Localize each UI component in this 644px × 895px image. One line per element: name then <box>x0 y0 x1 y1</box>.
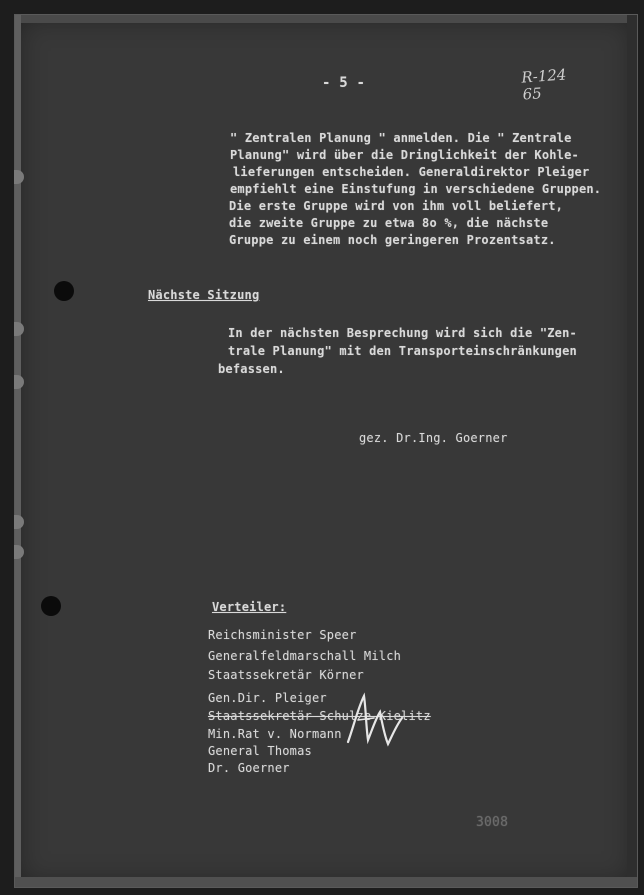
page-edge-top <box>15 15 637 23</box>
paragraph-line: Die erste Gruppe wird von ihm voll beliefert, <box>229 199 564 213</box>
recipient: General Thomas <box>208 744 312 758</box>
punch-hole-bottom <box>41 596 61 616</box>
paragraph-line: die zweite Gruppe zu etwa 8o %, die nächste <box>229 216 549 230</box>
paragraph-line: Planung" wird über die Dringlichkeit der Kohle- <box>230 148 579 162</box>
signature-line: gez. Dr.Ing. Goerner <box>359 431 508 445</box>
paragraph-line: trale Planung" mit den Transporteinschränkungen <box>228 344 577 358</box>
recipient: Dr. Goerner <box>208 761 290 775</box>
paragraph-line: Gruppe zu einem noch geringeren Prozentsatz. <box>229 233 556 247</box>
handwritten-archive-note: R-124 65 <box>520 65 567 104</box>
page-code: 3008 <box>476 815 509 830</box>
recipient: Gen.Dir. Pleiger <box>208 691 327 705</box>
page-edge-right <box>627 15 637 887</box>
recipient: Min.Rat v. Normann <box>208 727 342 741</box>
distribution-label: Verteiler: <box>212 600 287 614</box>
recipient: Reichsminister Speer <box>208 628 357 642</box>
page-edge-left <box>15 15 21 887</box>
punch-hole-top <box>54 281 74 301</box>
paragraph-line: lieferungen entscheiden. Generaldirektor Pleiger <box>233 165 590 179</box>
recipient: Generalfeldmarschall Milch <box>208 649 402 663</box>
section-heading: Nächste Sitzung <box>148 288 260 302</box>
paragraph-line: empfiehlt eine Einstufung in verschiedene Gruppen. <box>230 182 602 196</box>
paragraph-line: In der nächsten Besprechung wird sich die "Zen- <box>228 326 577 340</box>
paragraph-line: befassen. <box>218 362 285 376</box>
paragraph-line: " Zentralen Planung " anmelden. Die " Zentrale <box>230 131 572 145</box>
handwritten-initials <box>340 690 410 750</box>
page-number: - 5 - <box>322 75 366 91</box>
recipient-struck: Staatssekretär Schulze-Kielitz <box>208 709 431 723</box>
page-edge-bottom <box>15 877 637 887</box>
recipient: Staatssekretär Körner <box>208 668 364 682</box>
